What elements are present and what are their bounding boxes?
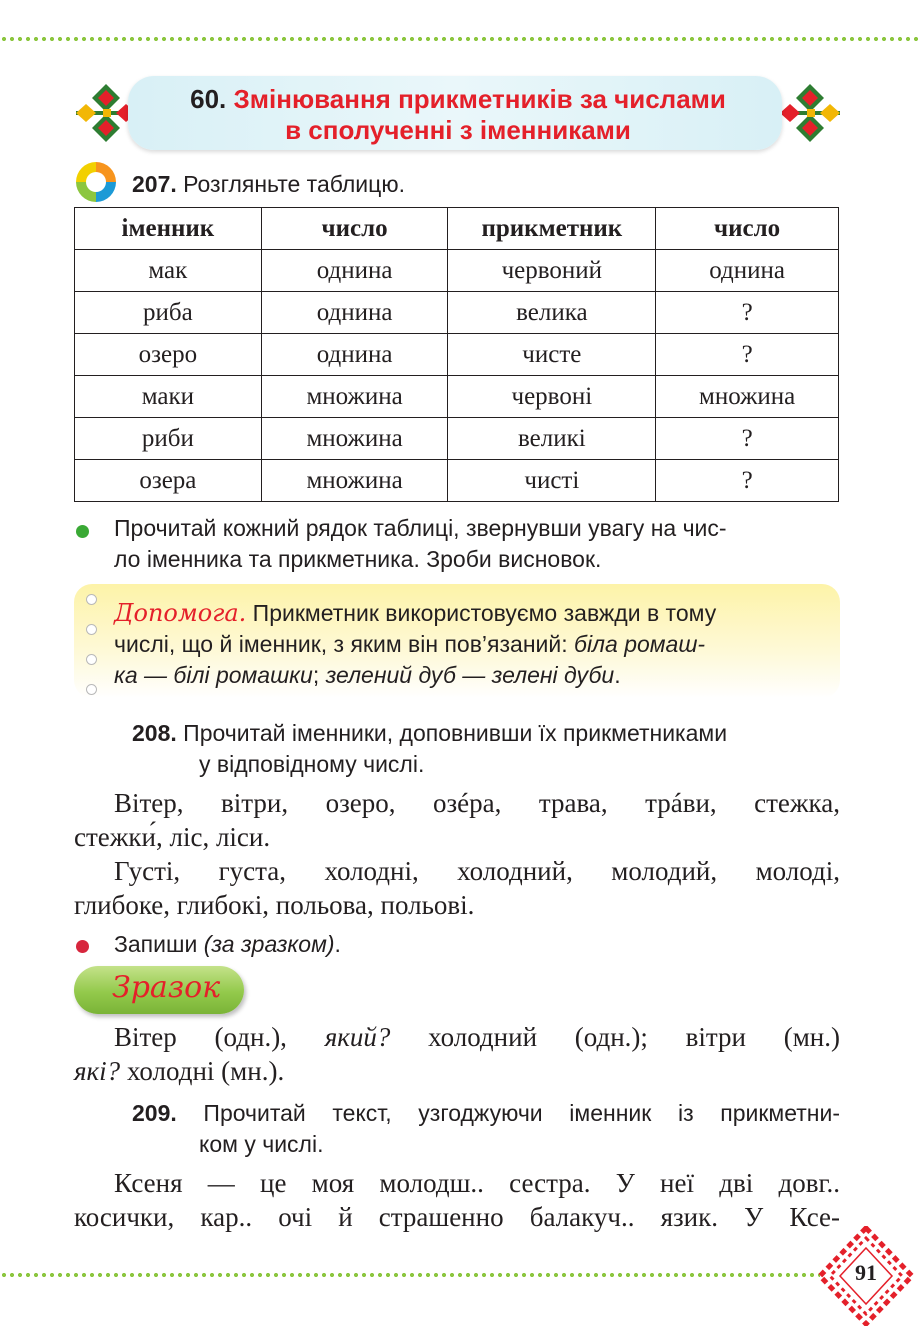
table-cell: велика <box>448 292 656 334</box>
sample-question-1: який? <box>324 1022 391 1052</box>
adjectives-line2: глибоке, глибокі, польова, польові. <box>74 890 475 920</box>
table-header-cell: прикметник <box>448 208 656 250</box>
table-row <box>75 250 839 292</box>
exercise-209-line2: ком у числі. <box>199 1131 324 1157</box>
exercise-208-task <box>114 929 341 960</box>
page-number: 91 <box>855 1260 877 1285</box>
bottom-decorative-border <box>0 1272 820 1278</box>
exercise-207-heading <box>132 169 405 199</box>
table-cell: однина <box>656 250 839 292</box>
exercise-209-text <box>74 1166 840 1234</box>
nouns-line2: стежки́, ліс, ліси. <box>74 822 271 852</box>
table-cell: ? <box>656 418 839 460</box>
exercise-207-number: 207. <box>132 171 177 197</box>
help-example-a: ка — білі ромашки <box>114 662 313 688</box>
table-cell: однина <box>261 292 448 334</box>
help-line2-example: біла ромаш- <box>574 631 706 657</box>
top-decorative-border <box>0 36 918 42</box>
ring-icon <box>86 594 97 605</box>
exercise-209-number: 209. <box>132 1100 177 1126</box>
sample-line1-b: холодний (одн.); вітри (мн.) <box>390 1022 840 1052</box>
table-row <box>75 334 839 376</box>
sample-line1-a: Вітер (одн.), <box>114 1022 325 1052</box>
table-cell: ? <box>656 334 839 376</box>
sample-label: Зразок <box>112 970 221 1005</box>
lesson-title-line1: Змінювання прикметників за числами <box>233 84 726 114</box>
exercise-209-text-line2: косички, кар.. очі й страшенно балакуч.. язик. У Ксе- <box>74 1202 840 1232</box>
table-cell: озеро <box>75 334 262 376</box>
ring-icon <box>86 684 97 695</box>
exercise-207-task <box>114 513 840 575</box>
green-bullet-icon <box>76 525 89 538</box>
exercise-208-adjectives <box>74 854 840 922</box>
group-work-icon <box>74 160 118 204</box>
exercise-208-heading <box>132 718 840 780</box>
task-prefix: Запиши <box>114 931 204 957</box>
lesson-number: 60. <box>190 84 227 114</box>
table-header-row <box>75 208 839 250</box>
noun-adjective-table <box>74 207 839 502</box>
table-header-cell: число <box>656 208 839 250</box>
exercise-208-line2: у відповідному числі. <box>199 751 425 777</box>
sample-question-2: які? <box>74 1056 121 1086</box>
help-line3-end: . <box>614 662 621 688</box>
help-line2: числі, що й іменник, з яким він пов’язаний: <box>114 631 574 657</box>
exercise-207-task-line1: Прочитай кожний рядок таблиці, звернувши увагу на чис- <box>114 515 727 541</box>
ring-icon <box>86 624 97 635</box>
ring-icon <box>86 654 97 665</box>
table-cell: однина <box>261 250 448 292</box>
table-row <box>75 418 839 460</box>
exercise-209-heading <box>132 1098 840 1160</box>
task-end: . <box>334 931 341 957</box>
help-line1: Прикметник використовуємо завжди в тому <box>252 600 717 626</box>
exercise-209-text-line1: Ксеня — це моя молодш.. сестра. У неї дві довг.. <box>114 1168 840 1198</box>
lesson-title <box>138 84 778 146</box>
table-cell: мак <box>75 250 262 292</box>
table-row <box>75 292 839 334</box>
table-cell: чисте <box>448 334 656 376</box>
sample-line2-b: холодні (мн.). <box>120 1056 285 1086</box>
table-cell: великі <box>448 418 656 460</box>
notebook-rings <box>86 594 100 714</box>
adjectives-line1: Густі, густа, холодні, холодний, молодий, молоді, <box>114 856 840 886</box>
table-header-cell: число <box>261 208 448 250</box>
table-cell: чисті <box>448 460 656 502</box>
help-example-b: зелений дуб — зелені дуби <box>325 662 615 688</box>
table-cell: червоний <box>448 250 656 292</box>
exercise-207-task-line2: ло іменника та прикметника. Зроби висновок. <box>114 546 602 572</box>
table-row <box>75 376 839 418</box>
table-cell: озера <box>75 460 262 502</box>
table-cell: червоні <box>448 376 656 418</box>
left-embroidery-ornament <box>76 82 136 144</box>
exercise-209-line1-wrap <box>132 1098 840 1129</box>
table-cell: множина <box>261 376 448 418</box>
table-cell: множина <box>261 460 448 502</box>
sample-text <box>74 1020 840 1088</box>
exercise-208-nouns <box>74 786 840 854</box>
help-label: Допомога. <box>114 599 247 627</box>
table-cell: риба <box>75 292 262 334</box>
sample-line2 <box>74 1054 840 1088</box>
help-note-text <box>114 598 840 691</box>
lesson-title-line2: в сполученні з іменниками <box>285 115 631 145</box>
table-row <box>75 460 839 502</box>
exercise-209-line1: Прочитай текст, узгоджуючи іменник із прикметни- <box>203 1100 840 1126</box>
help-separator: ; <box>312 662 326 688</box>
task-italic: (за зразком) <box>203 931 335 957</box>
table-cell: множина <box>261 418 448 460</box>
nouns-line1: Вітер, вітри, озеро, озéра, трава, трáви, стежка, <box>114 788 840 818</box>
exercise-208-number: 208. <box>132 720 177 746</box>
table-cell: множина <box>656 376 839 418</box>
red-bullet-icon <box>76 940 89 953</box>
sample-line1 <box>74 1020 840 1054</box>
table-cell: ? <box>656 460 839 502</box>
exercise-208-line1: Прочитай іменники, доповнивши їх прикметниками <box>183 720 728 746</box>
table-cell: однина <box>261 334 448 376</box>
exercise-207-instruction: Розгляньте таблицю. <box>183 171 405 197</box>
right-embroidery-ornament <box>780 82 840 144</box>
table-cell: ? <box>656 292 839 334</box>
table-cell: маки <box>75 376 262 418</box>
table-header-cell: іменник <box>75 208 262 250</box>
table-cell: риби <box>75 418 262 460</box>
